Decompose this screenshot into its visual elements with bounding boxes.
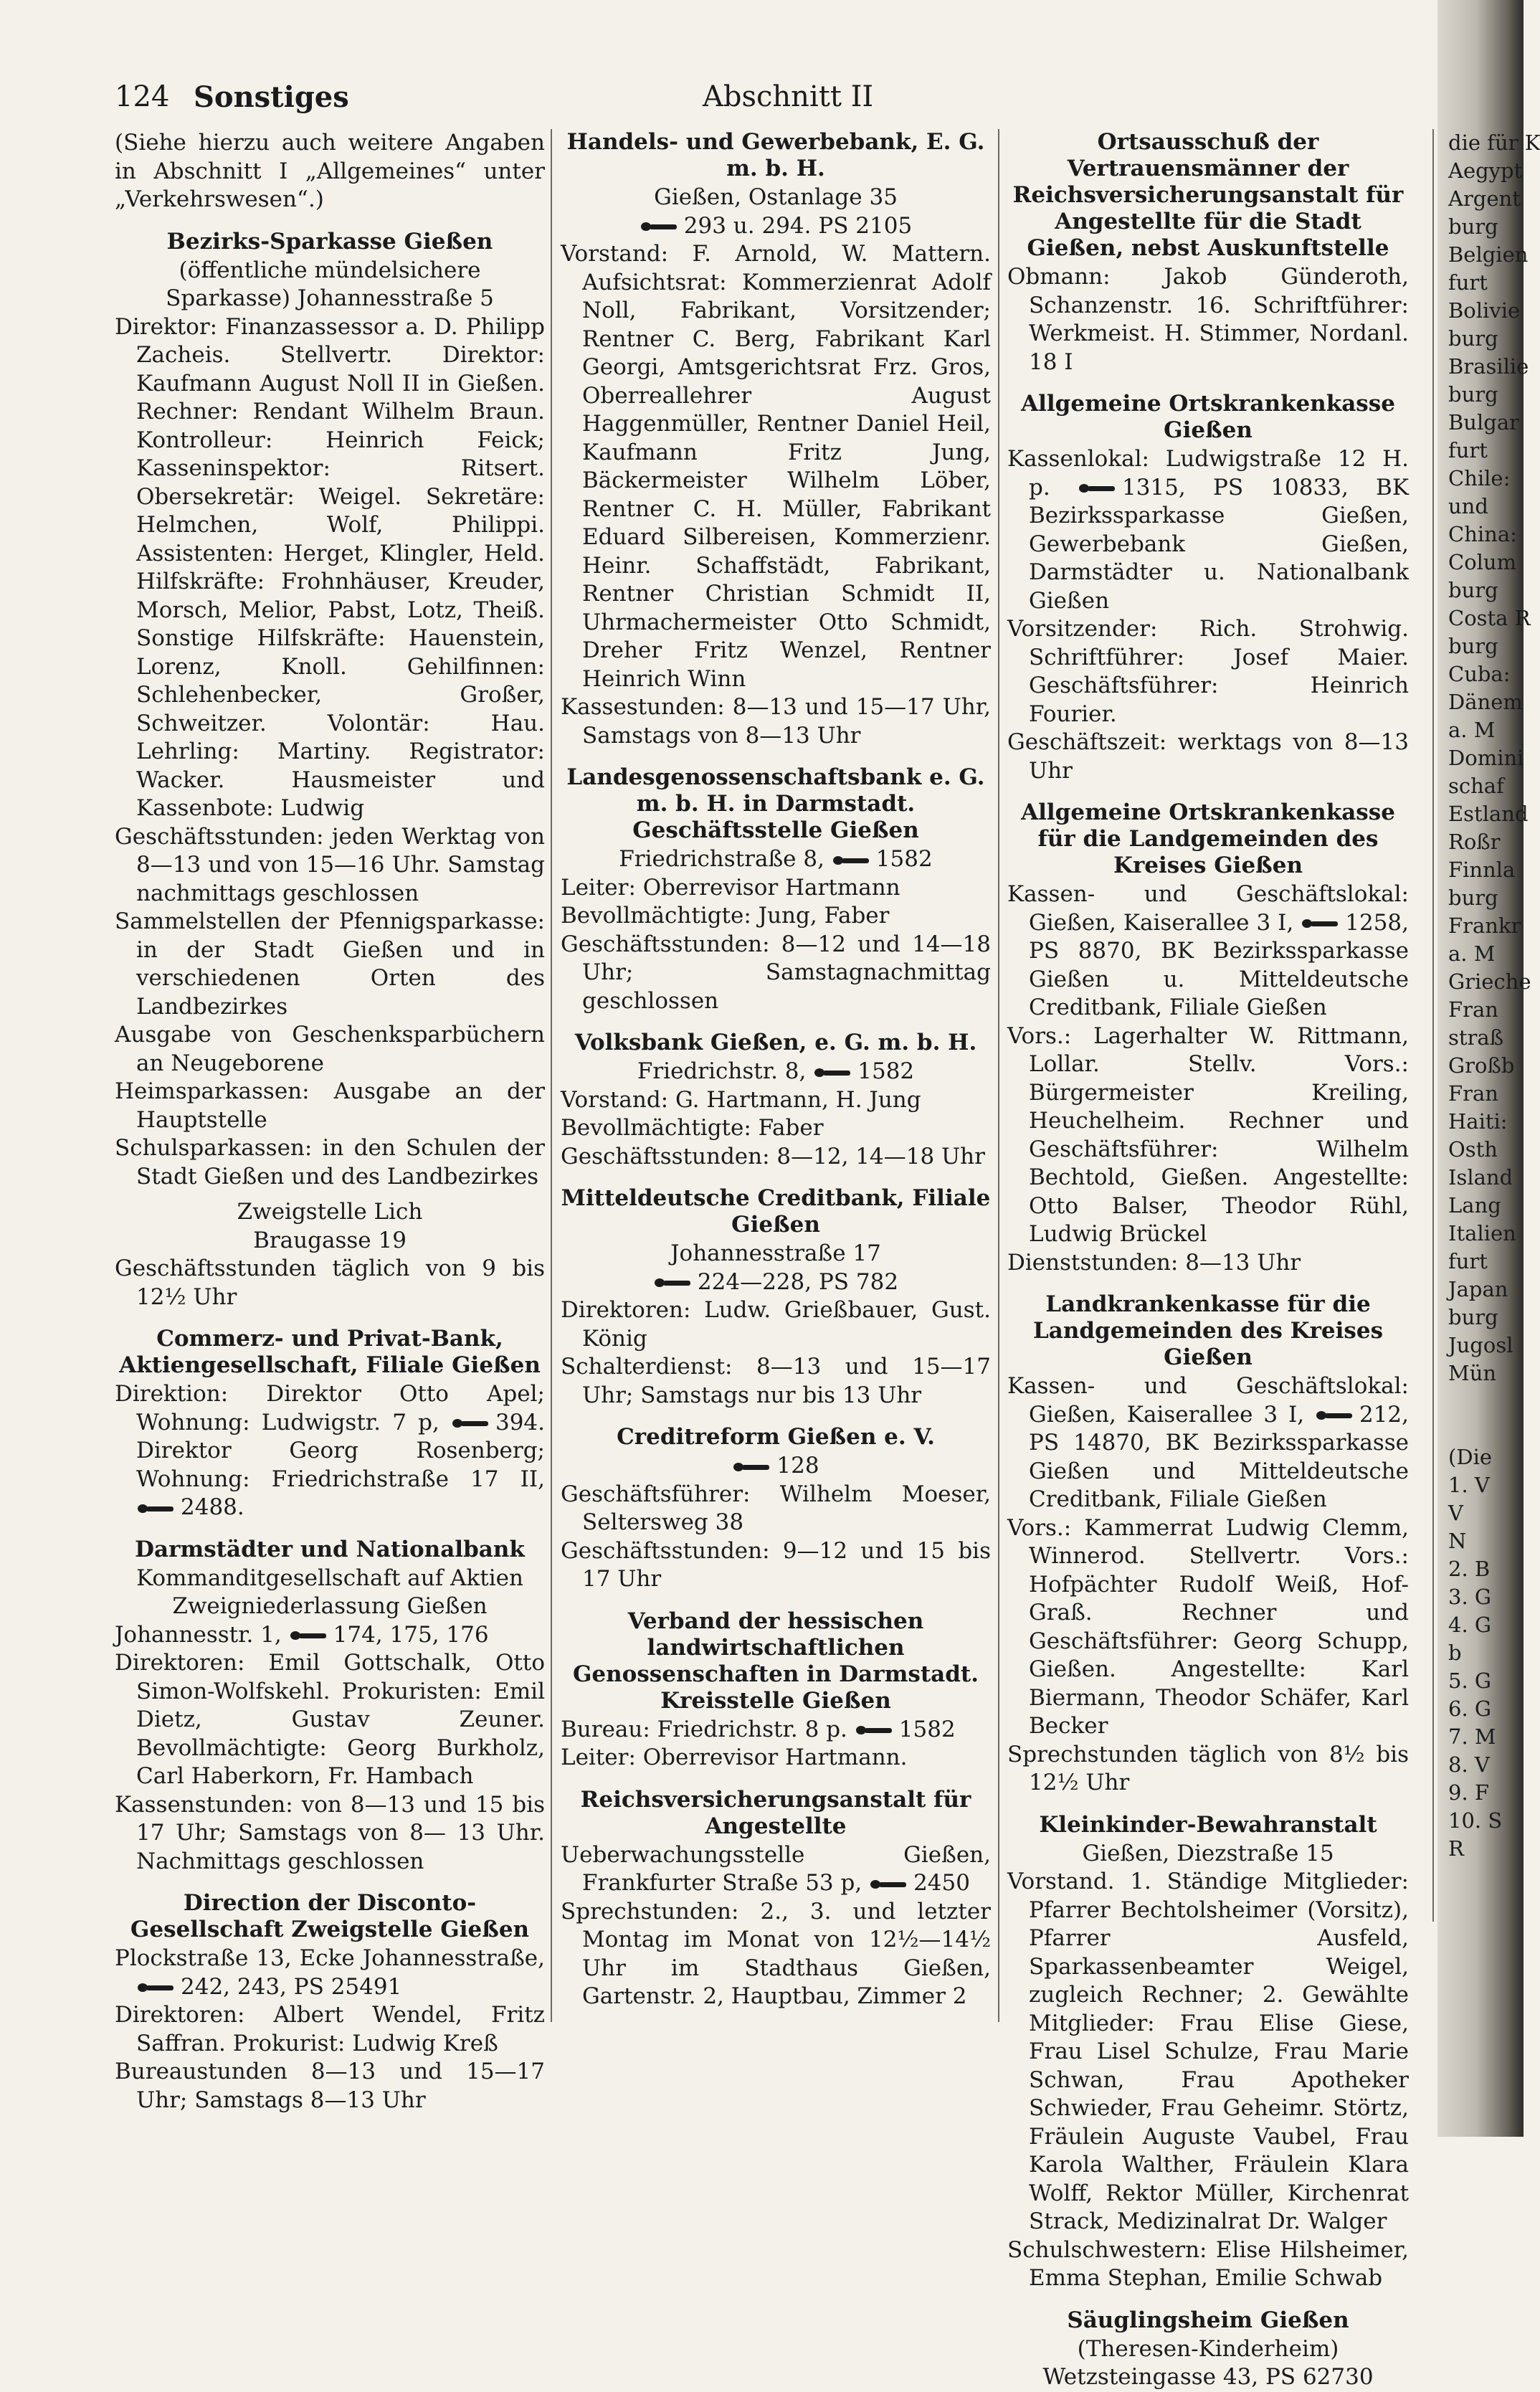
entry-phone xyxy=(561,1268,991,1297)
fragment-line: Mün xyxy=(1448,1361,1497,1385)
entry-title: Commerz- und Privat-Bank, Aktiengesellschaft, Filiale Gießen xyxy=(119,1326,541,1378)
branch-title: Zweigstelle Lich xyxy=(237,1199,423,1225)
entry-title: Landkrankenkasse für die Landgemeinden des Kreises Gießen xyxy=(1032,1291,1384,1370)
entry-title: Handels- und Gewerbebank, E. G. m. b. H. xyxy=(566,129,985,181)
fragment-line: Chile: xyxy=(1448,466,1511,490)
entry-text: Bevollmächtigte: Jung, Faber xyxy=(561,903,890,929)
fragment-line: R xyxy=(1448,1836,1464,1861)
telephone-icon xyxy=(814,1066,850,1080)
address: Kassenlokal: Ludwigstraße 12 H. p. xyxy=(1007,446,1409,500)
entry-text: Geschäftsstunden: jeden Werktag von 8—13 und von 15—16 Uhr. Samstag nachmittags geschlossen xyxy=(115,823,545,906)
telephone-icon xyxy=(641,219,677,234)
entry-text: Direktoren: Albert Wendel, Fritz Saffran. Prokurist: Ludwig Kreß xyxy=(115,2002,545,2056)
entry-text: Vorstand: F. Arnold, W. Mattern. Aufsichtsrat: Kommerzienrat Adolf Noll, Fabrikant, Vorsitzender; Rentner C. Berg, Fabrikant Karl Georgi, Amtsgerichtsrat Frz. Gros, Oberreallehrer August Haggenmüller, Rentner Daniel Heil, Kaufmann Fritz Jung, Bäckermeister Wilhelm Löber, Rentner C. H. Müller, Fabrikant Eduard Silbereisen, Kommerzienr. Heinr. Schaffstädt, Fabrikant, Rentner Christian Schmidt II, Uhrmachermeister Otto Schmidt, Dreher Fritz Wenzel, Rentner Heinrich Winn xyxy=(561,241,991,692)
fragment-line: Bolivie xyxy=(1448,298,1521,323)
telephone-number: 293 u. 294. PS 2105 xyxy=(683,212,913,239)
fragment-line: Haiti: xyxy=(1448,1109,1508,1134)
address: Friedrichstraße 8, xyxy=(619,846,824,872)
entry-subtitle: (öffentliche mündelsichere Sparkasse) Johannesstraße 5 xyxy=(166,257,494,311)
telephone-icon xyxy=(833,853,869,868)
telephone-icon xyxy=(1079,481,1115,495)
entry-text: Vorstand. 1. Ständige Mitglieder: Pfarrer Bechtolsheimer (Vorsitz), Pfarrer Ausfeld, Sparkassenbeamter Weigel, zugleich Rechner; 2. Gewählte Mitglieder: Frau Elise Giese, Frau Lisel Schulze, Frau Marie Schwan, Frau Apotheker Schwieder, Frau Geheimr. Störtz, Fräulein Auguste Vaubel, Frau Karola Walther, Fräulein Klara Wolff, Rektor Müller, Kirchenrat Strack, Medizinalrat Dr. Walger xyxy=(1007,1869,1409,2234)
entry-text: Geschäftszeit: werktags von 8—13 Uhr xyxy=(1007,729,1409,784)
fragment-line: und xyxy=(1448,494,1488,518)
address: Friedrichstr. 8, xyxy=(637,1058,807,1084)
entry-address xyxy=(561,1716,991,1745)
fragment-line: burg xyxy=(1448,578,1498,602)
telephone-icon xyxy=(138,1980,174,1995)
telephone-number: 2488. xyxy=(181,1494,244,1520)
fragment-line: V xyxy=(1448,1501,1463,1525)
entry-text: Direktoren: Emil Gottschalk, Otto Simon-Wolfskehl. Prokuristen: Emil Dietz, Gustav Zeuner. Bevollmächtigte: Georg Burkholz, Carl Haberkorn, Fr. Hambach xyxy=(115,1650,545,1789)
telephone-number: 128 xyxy=(776,1453,819,1479)
entry-text: Direktion: Direktor Otto Apel; Wohnung: Ludwigstr. 7 p, xyxy=(115,1381,545,1435)
entry-title: Ortsausschuß der Vertrauensmänner der Reichsversicherungsanstalt für Angestellte für die Stadt Gießen, nebst Auskunftstelle xyxy=(1012,129,1404,261)
section-title: Abschnitt II xyxy=(703,80,874,113)
telephone-number: 242, 243, PS 25491 xyxy=(181,1973,402,2000)
telephone-icon xyxy=(733,1460,769,1474)
entry-title: Creditreform Gießen e. V. xyxy=(617,1424,935,1450)
fragment-line: a. M xyxy=(1448,941,1496,966)
fragment-line: Dänem xyxy=(1448,690,1523,714)
fragment-line: Finnla xyxy=(1448,858,1516,882)
entry-text: Schulsparkassen: in den Schulen der Stadt Gießen und des Landbezirkes xyxy=(115,1135,545,1190)
entry-title: Verband der hessischen landwirtschaftlichen Genossenschaften in Darmstadt. Kreisstelle Gießen xyxy=(572,1608,979,1714)
column-rule xyxy=(998,129,999,2022)
fragment-line: 5. G xyxy=(1448,1669,1492,1693)
telephone-icon xyxy=(1302,916,1338,931)
entry-text: Ausgabe von Geschenksparbüchern an Neugeborene xyxy=(115,1022,545,1076)
fragment-line: N xyxy=(1448,1529,1467,1553)
entry-text: Geschäftsstunden: 8—12, 14—18 Uhr xyxy=(561,1143,985,1169)
fragment-line: Costa R xyxy=(1448,606,1531,630)
fragment-line: Estland xyxy=(1448,802,1529,826)
address: Kassen- und Geschäftslokal: Gießen, Kaiserallee 3 I, xyxy=(1007,881,1409,936)
entry-text: Sprechstunden täglich von 8½ bis 12½ Uhr xyxy=(1007,1741,1409,1795)
entry-title: Volksbank Gießen, e. G. m. b. H. xyxy=(574,1030,977,1055)
entry-text: Direktoren: Ludw. Grießbauer, Gust. König xyxy=(561,1297,991,1352)
entry-address xyxy=(561,1841,991,1898)
fragment-line: 4. G xyxy=(1448,1613,1492,1637)
telephone-icon xyxy=(655,1276,690,1290)
page-number: 124 xyxy=(115,80,170,113)
entry-phone xyxy=(561,1452,991,1481)
fragment-line xyxy=(1448,1387,1520,1415)
intro-note: (Siehe hierzu auch weitere Angaben in Abschnitt I „Allgemeines“ unter „Verkehrswesen“.) xyxy=(115,130,545,212)
address: Plockstraße 13, Ecke Johannesstraße, xyxy=(115,1945,545,1971)
entry-address xyxy=(115,1621,545,1650)
entry-text: Sammelstellen der Pfennigsparkasse: in der Stadt Gießen und in verschiedenen Orten des Landbezirkes xyxy=(115,908,545,1020)
entry-text: Bevollmächtigte: Faber xyxy=(561,1115,824,1141)
entry-text: Obmann: Jakob Günderoth, Schanzenstr. 16. Schriftführer: Werkmeist. H. Stimmer, Nordanl. 18 I xyxy=(1007,264,1409,375)
entry-text: Dienststunden: 8—13 Uhr xyxy=(1007,1249,1301,1276)
telephone-number: 1582 xyxy=(857,1058,915,1084)
fragment-line: 9. F xyxy=(1448,1780,1490,1805)
entry-address xyxy=(1007,1372,1409,1514)
address: Ueberwachungsstelle Gießen, Frankfurter Straße 53 p, xyxy=(561,1841,991,1896)
fragment-line: Großb xyxy=(1448,1053,1515,1078)
entry-address xyxy=(1007,881,1409,1022)
entry-text: Direktor: Finanzassessor a. D. Philipp Zacheis. Stellvertr. Direktor: Kaufmann August Noll II in Gießen. Rechner: Rendant Wilhelm Braun. Kontrolleur: Heinrich Feick; Kasseninspektor: Ritsert. Obersekretär: Weigel. Sekretäre: Helmchen, Wolf, Philippi. Assistenten: Herget, Klingler, Held. Hilfskräfte: Frohnhäuser, Kreuder, Morsch, Melior, Pabst, Lotz, Theiß. Sonstige Hilfskräfte: Hauenstein, Lorenz, Knoll. Gehilfinnen: Schlehenbecker, Großer, Schweitzer. Volontär: Hau. Lehrling: Martiny. Registrator: Wacker. Hausmeister und Kassenbote: Ludwig xyxy=(115,313,545,821)
fragment-line: burg xyxy=(1448,326,1498,351)
entry-title: Kleinkinder-Bewahranstalt xyxy=(1039,1811,1377,1838)
entry-text xyxy=(115,1380,545,1522)
column-2 xyxy=(561,129,991,2011)
column-3 xyxy=(1007,129,1409,2392)
fragment-line: Cuba: xyxy=(1448,662,1511,686)
entry-title: Bezirks-Sparkasse Gießen xyxy=(166,228,493,255)
entry-title: Direction der Disconto-Gesellschaft Zweigstelle Gießen xyxy=(130,1890,530,1942)
telephone-icon xyxy=(1316,1408,1352,1423)
entry-address xyxy=(115,1945,545,2001)
entry-text: Vorsitzender: Rich. Strohwig. Schriftführer: Josef Maier. Geschäftsführer: Heinrich Fourier. xyxy=(1007,616,1409,727)
entry-text: Schalterdienst: 8—13 und 15—17 Uhr; Samstags nur bis 13 Uhr xyxy=(561,1354,991,1408)
telephone-icon xyxy=(870,1877,906,1892)
entry-text: Heimsparkassen: Ausgabe an der Hauptstelle xyxy=(115,1078,545,1133)
fragment-line: burg xyxy=(1448,1305,1498,1329)
entry-subtitle: Kommanditgesellschaft auf Aktien Zweigniederlassung Gießen xyxy=(136,1565,523,1619)
telephone-icon xyxy=(138,1501,174,1516)
entry-address xyxy=(561,1058,991,1086)
entry-text: Geschäftsstunden: 9—12 und 15 bis 17 Uhr xyxy=(561,1537,991,1592)
telephone-number: 1315, PS 10833, BK Bezirkssparkasse Gießen, Gewerbebank Gießen, Darmstädter u. Nationalbank Gießen xyxy=(1029,474,1409,614)
fragment-line: Lang xyxy=(1448,1193,1501,1218)
entry-text: Sprechstunden: 2., 3. und letzter Montag im Monat von 12½—14½ Uhr im Stadthaus Gießen, Gartenstr. 2, Hauptbau, Zimmer 2 xyxy=(561,1898,991,2009)
fragment-line: China: xyxy=(1448,522,1517,546)
branch-address: Braugasse 19 xyxy=(253,1227,407,1253)
fragment-line: burg xyxy=(1448,214,1498,239)
telephone-number: 394. xyxy=(495,1409,545,1435)
fragment-line: Grieche xyxy=(1448,969,1531,994)
fragment-line: 8. V xyxy=(1448,1752,1490,1777)
entry-text: Vorstand: G. Hartmann, H. Jung xyxy=(561,1086,921,1113)
fragment-line: Belgien xyxy=(1448,242,1529,267)
telephone-number: 2450 xyxy=(913,1870,970,1896)
entry-text: Leiter: Oberrevisor Hartmann. xyxy=(561,1745,908,1770)
entry-text: Geschäftsstunden täglich von 9 bis 12½ Uhr xyxy=(115,1256,545,1310)
fragment-line: Japan xyxy=(1448,1277,1508,1301)
entry-title: Reichsversicherungsanstalt für Angestellte xyxy=(580,1786,971,1839)
fragment-line: Domini xyxy=(1448,746,1524,770)
fragment-line: Bulgar xyxy=(1448,410,1519,435)
fragment-line xyxy=(1448,1415,1520,1443)
entry-text: Geschäftsführer: Wilhelm Moeser, Seltersweg 38 xyxy=(561,1481,991,1535)
fragment-line: 7. M xyxy=(1448,1724,1496,1749)
fragment-line: (Die xyxy=(1448,1445,1493,1469)
fragment-line: 2. B xyxy=(1448,1557,1491,1581)
telephone-icon xyxy=(290,1628,326,1643)
entry-text: Geschäftsstunden: 8—12 und 14—18 Uhr; Samstagnachmittag geschlossen xyxy=(561,931,991,1014)
fragment-line: Fran xyxy=(1448,997,1498,1022)
entry-text: Kassestunden: 8—13 und 15—17 Uhr, Samstags von 8—13 Uhr xyxy=(561,694,991,749)
fragment-line: Aegypt xyxy=(1448,158,1523,183)
fragment-line: die für K xyxy=(1448,130,1540,155)
fragment-line: furt xyxy=(1448,438,1488,462)
fragment-line: furt xyxy=(1448,270,1488,295)
fragment-line: Colum xyxy=(1448,550,1517,574)
entry-address xyxy=(1007,445,1409,615)
page-header xyxy=(115,80,1427,123)
fragment-line: b xyxy=(1448,1641,1462,1665)
fragment-line: burg xyxy=(1448,886,1498,910)
telephone-number: 1582 xyxy=(875,846,933,872)
entry-address xyxy=(561,845,991,874)
entry-title: Mitteldeutsche Creditbank, Filiale Gießen xyxy=(561,1185,991,1238)
entry-text: Schulschwestern: Elise Hilsheimer, Emma Stephan, Emilie Schwab xyxy=(1007,2236,1409,2291)
running-head: Sonstiges xyxy=(194,80,349,114)
fragment-line: Island xyxy=(1448,1165,1513,1190)
entry-text: Kassenstunden: von 8—13 und 15 bis 17 Uhr; Samstags von 8— 13 Uhr. Nachmittags geschlossen xyxy=(115,1791,545,1874)
fragment-line: Fran xyxy=(1448,1081,1498,1106)
entry-title: Säuglingsheim Gießen xyxy=(1067,2307,1349,2333)
telephone-number: 1258, PS 8870, BK Bezirkssparkasse Gießen u. Mitteldeutsche Creditbank, Filiale Gießen xyxy=(1029,909,1409,1020)
entry-text: Vors.: Kammerrat Ludwig Clemm, Winnerod. Stellvertr. Vors.: Hofpächter Rudolf Weiß, Hof-Graß. Rechner und Geschäftsführer: Georg Schupp, Gießen. Angestellte: Karl Biermann, Theodor Schäfer, Karl Becker xyxy=(1007,1514,1409,1739)
fragment-line: 10. S xyxy=(1448,1808,1503,1833)
telephone-number: 224—228, PS 782 xyxy=(697,1268,899,1295)
entry-address: Johannesstraße 17 xyxy=(670,1240,881,1266)
fragment-line: Brasilie xyxy=(1448,354,1529,379)
fragment-line: schaf xyxy=(1448,774,1504,798)
entry-phone xyxy=(561,212,991,241)
fragment-line: Italien xyxy=(1448,1221,1516,1245)
fragment-line: a. M xyxy=(1448,718,1496,742)
fragment-line: Osth xyxy=(1448,1137,1498,1162)
address: Bureau: Friedrichstr. 8 p. xyxy=(561,1716,847,1742)
telephone-number: 1582 xyxy=(898,1716,956,1742)
entry-address: Wetzsteingasse 43, PS 62730 xyxy=(1042,2364,1374,2390)
entry-text: Leiter: Oberrevisor Hartmann xyxy=(561,874,900,901)
fragment-line: burg xyxy=(1448,634,1498,658)
entry-address: Gießen, Diezstraße 15 xyxy=(1082,1840,1334,1866)
fragment-line: straß xyxy=(1448,1025,1504,1050)
entry-title: Allgemeine Ortskrankenkasse für die Landgemeinden des Kreises Gießen xyxy=(1021,799,1395,878)
fragment-line: furt xyxy=(1448,1249,1488,1273)
fragment-line: Argent xyxy=(1448,186,1521,211)
column-rule xyxy=(551,129,552,2022)
column-rule xyxy=(1432,129,1434,1922)
telephone-icon xyxy=(856,1723,892,1737)
telephone-number: 174, 175, 176 xyxy=(333,1621,489,1648)
entry-text: Bureaustunden 8—13 und 15—17 Uhr; Samstags 8—13 Uhr xyxy=(115,2059,545,2113)
telephone-number: 212, PS 14870, BK Bezirkssparkasse Gießen und Mitteldeutsche Creditbank, Filiale Gießen xyxy=(1029,1401,1409,1512)
entry-text: Vors.: Lagerhalter W. Rittmann, Lollar. Stellv. Vors.: Bürgermeister Kreiling, Heuchelheim. Rechner und Geschäftsführer: Wilhelm Bechtold, Gießen. Angestellte: Otto Balser, Theodor Rühl, Ludwig Brückel xyxy=(1007,1022,1409,1247)
entry-title: Landesgenossenschaftsbank e. G. m. b. H. in Darmstadt. Geschäftsstelle Gießen xyxy=(566,764,985,843)
entry-title: Darmstädter und Nationalbank xyxy=(135,1536,525,1562)
fragment-line: burg xyxy=(1448,382,1498,407)
fragment-line: Frankr xyxy=(1448,913,1521,938)
fragment-line: 6. G xyxy=(1448,1696,1492,1721)
entry-text: Direktor Georg Rosenberg; Wohnung: Friedrichstraße 17 II, xyxy=(136,1438,545,1492)
entry-address: Gießen, Ostanlage 35 xyxy=(654,184,898,210)
fragment-line: 3. G xyxy=(1448,1585,1492,1609)
column-1 xyxy=(115,129,545,2115)
telephone-icon xyxy=(452,1416,488,1430)
column-4-fragment xyxy=(1448,129,1540,1863)
entry-title: Allgemeine Ortskrankenkasse Gießen xyxy=(1021,391,1395,443)
entry-subtitle: (Theresen-Kinderheim) xyxy=(1077,2335,1339,2362)
address: Johannesstr. 1, xyxy=(115,1621,282,1648)
address: Kassen- und Geschäftslokal: Gießen, Kaiserallee 3 I, xyxy=(1007,1373,1409,1428)
fragment-line: Jugosl xyxy=(1448,1333,1513,1357)
fragment-line: 1. V xyxy=(1448,1473,1490,1497)
fragment-line: Roßr xyxy=(1448,830,1501,854)
